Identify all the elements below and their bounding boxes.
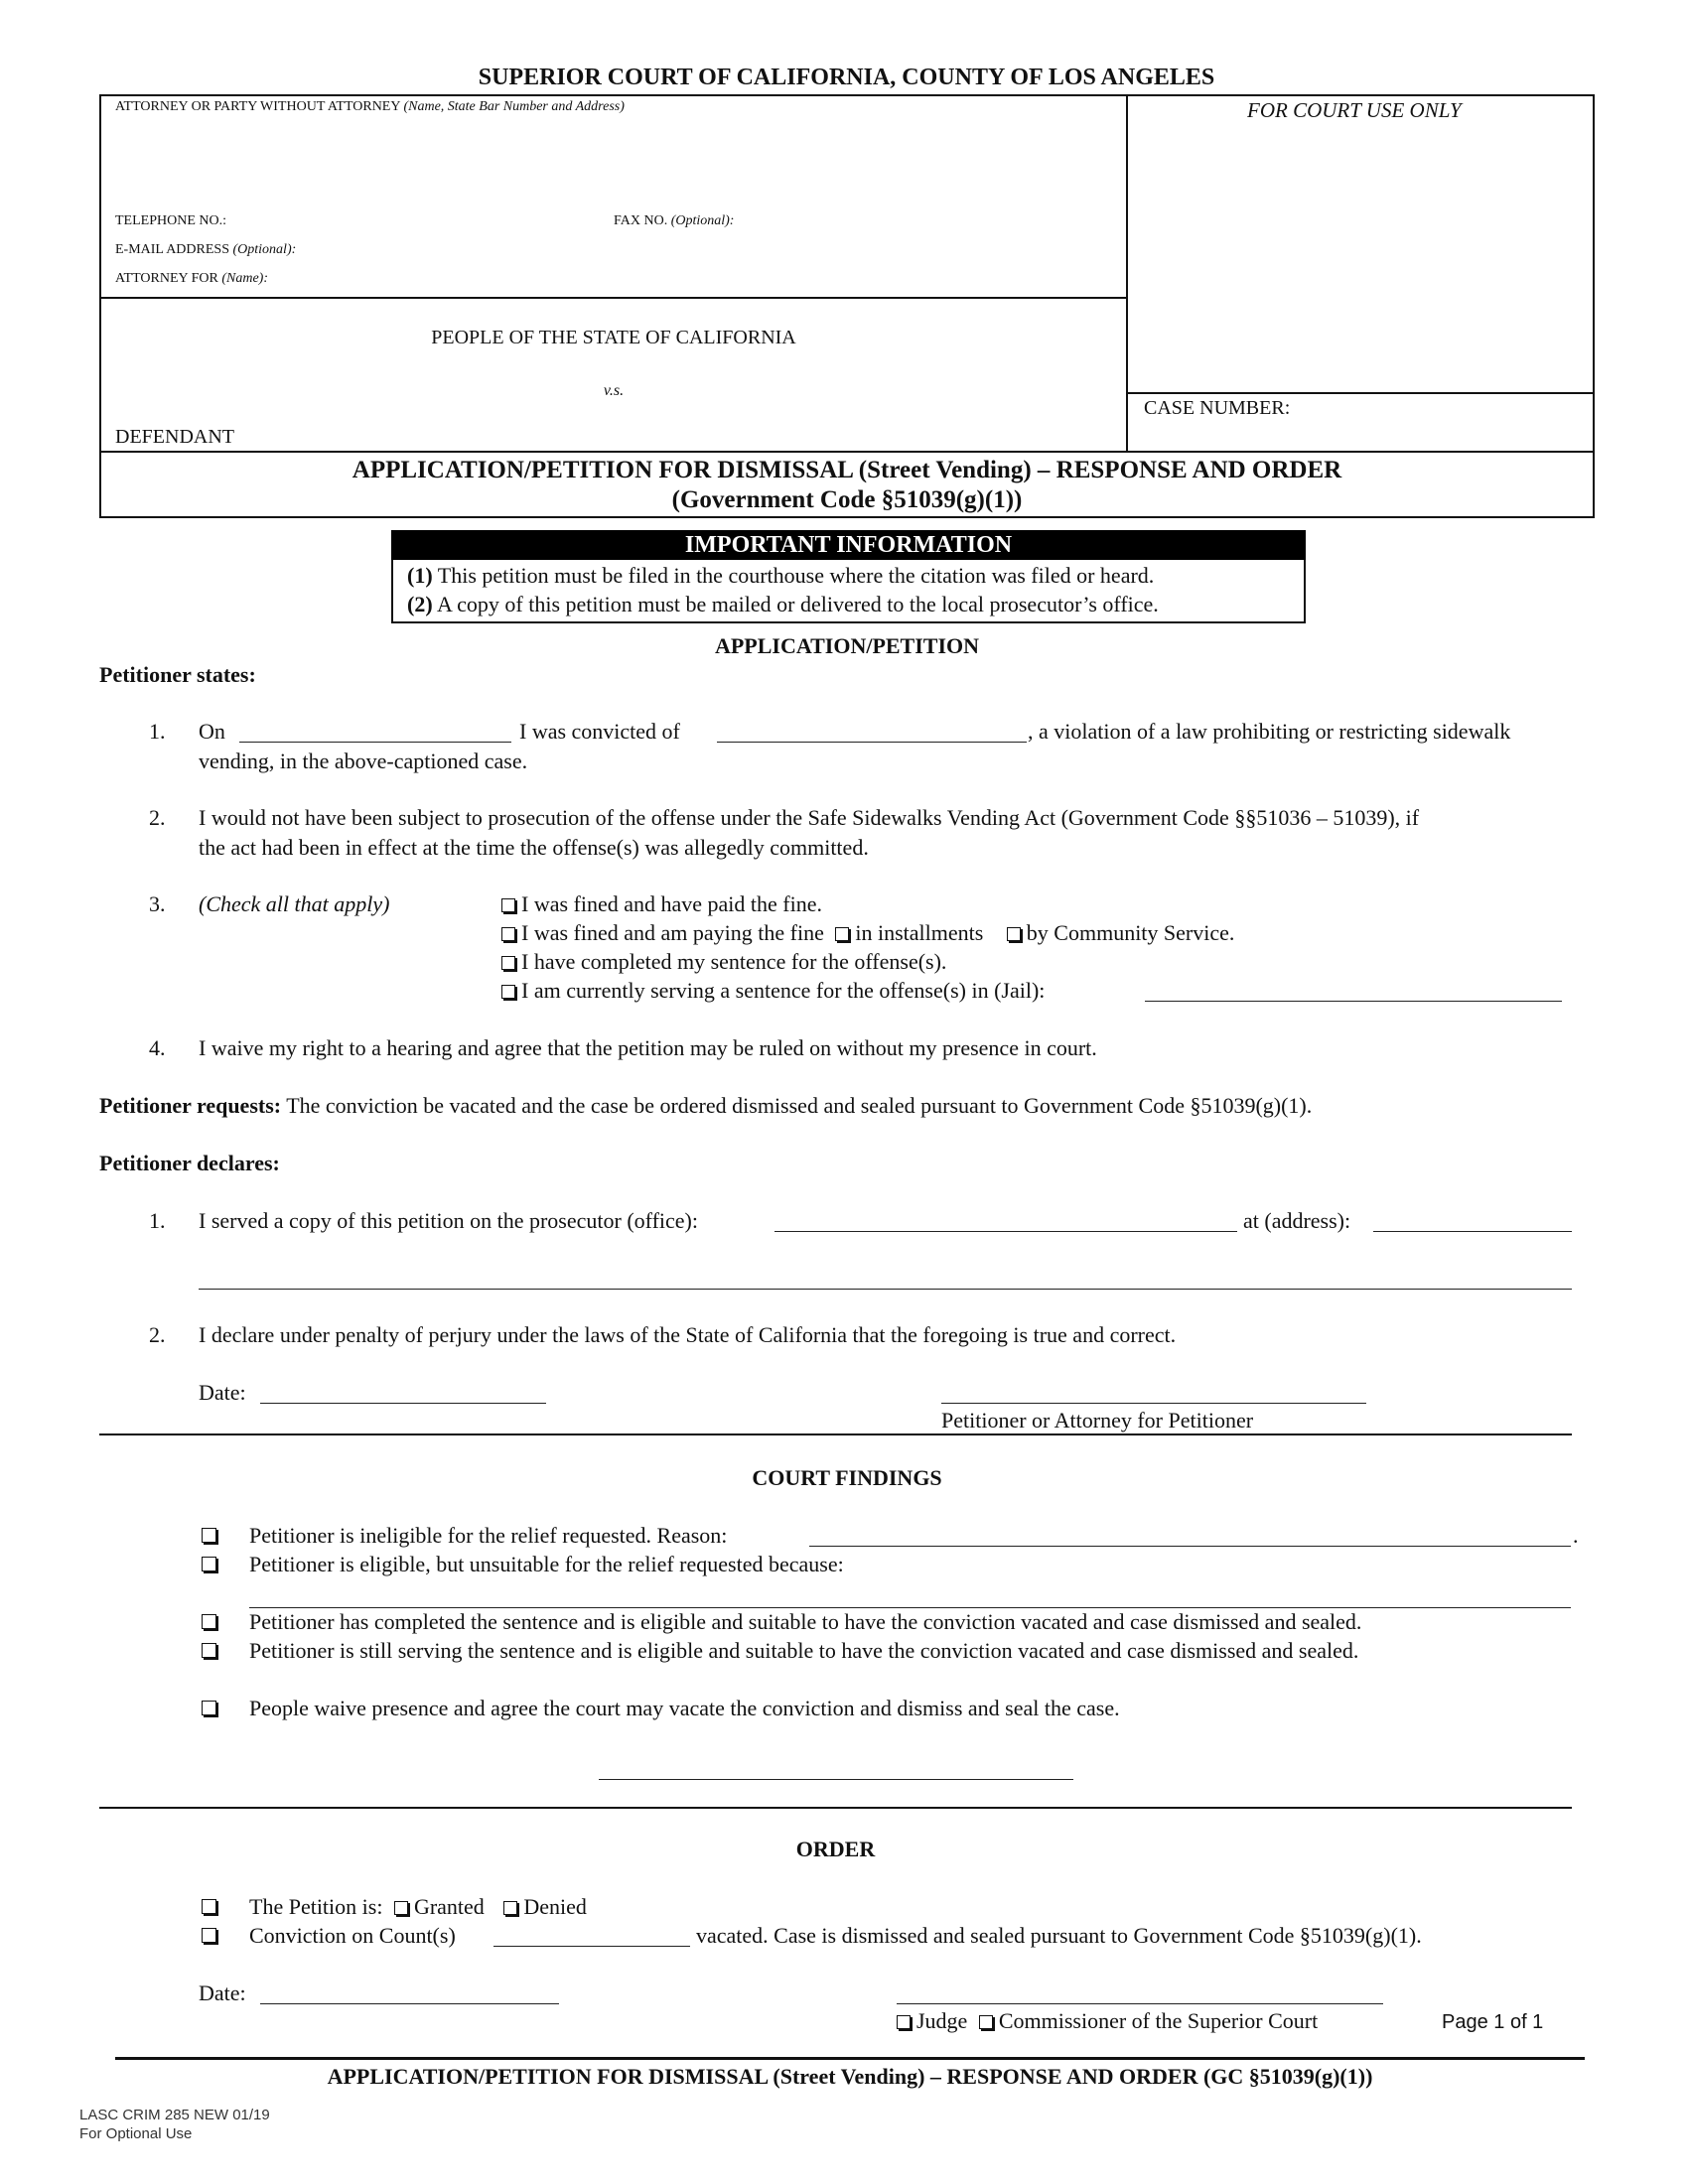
item-3-number: 3. [149,891,166,916]
important-item-2-num: (2) [407,592,433,616]
finding-ineligible-period: . [1573,1523,1579,1548]
ineligible-reason-field[interactable] [809,1546,1571,1547]
order-petition-is [249,1893,587,1921]
option-serving-sentence[interactable] [501,977,1045,1005]
form-code: LASC CRIM 285 NEW 01/19 [79,2107,270,2123]
order-date-field[interactable] [260,2003,559,2004]
attorney-for-text: ATTORNEY FOR [115,271,218,286]
case-number-label: CASE NUMBER: [1144,397,1291,419]
conviction-date-field[interactable] [239,742,511,743]
optional-use: For Optional Use [79,2125,193,2142]
petitioner-signature-label: Petitioner or Attorney for Petitioner [941,1408,1254,1433]
important-item-2-text: A copy of this petition must be mailed or delivered to the local prosecutor’s office. [436,592,1159,616]
petitioner-requests [99,1092,1312,1120]
fax-hint: (Optional): [670,213,735,228]
email-hint: (Optional): [232,242,297,257]
option-paid-fine[interactable] [501,890,822,918]
finding-ineligible: Petitioner is ineligible for the relief requested. Reason: [249,1523,728,1548]
item-1-violation: , a violation of a law prohibiting or restricting sidewalk [1028,719,1511,744]
declare-2-text: I declare under penalty of perjury under the laws of the State of California that the foregoing is true and correct. [199,1322,1177,1347]
order-conviction-label: Conviction on Count(s) [249,1923,456,1948]
order-petition-is-label: The Petition is: [249,1894,383,1919]
checkbox-people-waive[interactable] [202,1701,216,1715]
checkbox-community-service[interactable] [1007,927,1021,941]
checkbox-denied[interactable] [503,1901,517,1915]
checkbox-judge[interactable] [897,2015,911,2029]
checkbox-granted[interactable] [394,1901,408,1915]
fax-field[interactable] [765,210,1112,230]
form-title-line1: APPLICATION/PETITION FOR DISMISSAL (Street Vending) – RESPONSE AND ORDER [352,457,1342,483]
checkbox-completed-eligible[interactable] [202,1614,216,1629]
title-row-top [99,451,1595,453]
fax-label [614,212,734,230]
attorney-hint: (Name, State Bar Number and Address) [403,99,625,114]
telephone-field[interactable] [248,210,596,230]
fax-label-text: FAX NO. [614,213,668,228]
item-2-line1: I would not have been subject to prosecution of the offense under the Safe Sidewalks Vending Act (Government Code §§51036 – 51039), if [199,805,1420,830]
finding-unsuitable: Petitioner is eligible, but unsuitable for the relief requested because: [249,1552,844,1576]
item-1-line2: vending, in the above-captioned case. [199,749,528,773]
option-completed-sentence[interactable] [501,948,946,976]
important-item-1-text: This petition must be filed in the courthouse where the citation was filed or heard. [437,563,1155,588]
item-2-line2: the act had been in effect at the time the offense(s) was allegedly committed. [199,835,869,860]
checkbox-installments[interactable] [835,927,849,941]
footer-rule [115,2057,1585,2060]
checkbox-paid-fine[interactable] [501,898,515,912]
declare-1-number: 1. [149,1208,166,1233]
petitioner-states-label: Petitioner states: [99,662,256,687]
checkbox-petition-ruling[interactable] [202,1899,216,1914]
attorney-for-label [115,270,268,288]
telephone-label: TELEPHONE NO.: [115,213,226,228]
attorney-label-text: ATTORNEY OR PARTY WITHOUT ATTORNEY [115,99,400,114]
checkbox-completed-sentence[interactable] [501,956,515,970]
checkbox-unsuitable[interactable] [202,1557,216,1571]
option-serving-sentence-label: I am currently serving a sentence for the offense(s) in (Jail): [521,978,1046,1003]
checkbox-paying-fine[interactable] [501,927,515,941]
option-community-service-label: by Community Service. [1026,920,1235,945]
email-field[interactable] [338,239,1112,259]
judge-label: Judge [916,2008,968,2033]
attorney-for-hint: (Name): [221,271,269,286]
court-use-only: FOR COURT USE ONLY [1247,98,1462,122]
important-info-heading: IMPORTANT INFORMATION [391,530,1306,560]
prosecutor-address-field-line2[interactable] [199,1289,1572,1290]
option-installments-label: in installments [855,920,984,945]
email-label-text: E-MAIL ADDRESS [115,242,229,257]
important-item-2 [407,591,1159,618]
option-paying-fine-label: I was fined and am paying the fine [521,920,824,945]
option-completed-sentence-label: I have completed my sentence for the offense(s). [521,949,947,974]
page-number: Page 1 of 1 [1442,2011,1544,2033]
checkbox-serving-sentence[interactable] [501,985,515,999]
petitioner-requests-label: Petitioner requests: [99,1093,282,1118]
attorney-label [115,98,625,116]
people-label: PEOPLE OF THE STATE OF CALIFORNIA [431,327,796,348]
order-conviction-text: vacated. Case is dismissed and sealed pursuant to Government Code §51039(g)(1). [696,1923,1422,1948]
item-4-number: 4. [149,1035,166,1060]
prosecutor-office-field[interactable] [774,1231,1237,1232]
prosecutor-address-field[interactable] [1373,1231,1572,1232]
petitioner-signature-field[interactable] [941,1403,1366,1404]
item-2-number: 2. [149,805,166,830]
section-divider-1 [99,1433,1572,1435]
checkbox-commissioner[interactable] [979,2015,993,2029]
granted-label: Granted [413,1894,485,1919]
order-date-label: Date: [199,1980,246,2005]
checkbox-serving-eligible[interactable] [202,1643,216,1658]
form-title-line2: (Government Code §51039(g)(1)) [671,486,1023,513]
item-1-number: 1. [149,719,166,744]
petition-date-label: Date: [199,1380,246,1405]
application-heading: APPLICATION/PETITION [714,633,980,658]
declare-1-address-label: at (address): [1243,1208,1351,1233]
petition-date-field[interactable] [260,1403,546,1404]
judge-commissioner-options [897,2007,1318,2035]
finding-people-waive: People waive presence and agree the court may vacate the conviction and dismiss and seal the case. [249,1696,1120,1720]
denied-label: Denied [523,1894,587,1919]
declare-2-number: 2. [149,1322,166,1347]
checkbox-ineligible[interactable] [202,1528,216,1543]
vs-label: v.s. [603,382,625,399]
option-paid-fine-label: I was fined and have paid the fine. [521,891,822,916]
attorney-box-bottom [99,297,1128,299]
petitioner-declares-label: Petitioner declares: [99,1151,280,1175]
offense-field[interactable] [717,742,1027,743]
item-1-on: On [199,719,225,744]
jail-field[interactable] [1145,1001,1562,1002]
attorney-name-field[interactable] [111,121,1114,210]
petitioner-requests-text: The conviction be vacated and the case be ordered dismissed and sealed pursuant to Government Code §51039(g)(1). [286,1093,1313,1118]
email-label [115,241,296,259]
declare-1-text: I served a copy of this petition on the prosecutor (office): [199,1208,698,1233]
finding-completed-eligible: Petitioner has completed the sentence and is eligible and suitable to have the conviction vacated and case dismissed and sealed. [249,1609,1362,1634]
footer-title: APPLICATION/PETITION FOR DISMISSAL (Street Vending) – RESPONSE AND ORDER (GC §51039(g)(1)) [327,2064,1373,2089]
attorney-for-field[interactable] [310,268,1112,288]
item-4-text: I waive my right to a hearing and agree that the petition may be ruled on without my presence in court. [199,1035,1097,1060]
item-1-convicted: I was convicted of [519,719,680,744]
important-item-1 [407,562,1154,590]
judge-signature-field[interactable] [897,2003,1383,2004]
court-title: SUPERIOR COURT OF CALIFORNIA, COUNTY OF LOS ANGELES [478,65,1215,90]
court-use-area [1132,125,1589,385]
checkbox-conviction-vacated[interactable] [202,1928,216,1943]
important-item-1-num: (1) [407,563,433,588]
commissioner-label: Commissioner of the Superior Court [998,2008,1319,2033]
counts-field[interactable] [493,1946,690,1947]
item-3-label: (Check all that apply) [199,891,390,916]
court-findings-heading: COURT FINDINGS [752,1465,942,1490]
order-heading: ORDER [795,1837,876,1861]
case-number-field[interactable] [1144,421,1581,445]
defendant-label: DEFENDANT [115,426,234,448]
option-paying-fine[interactable] [501,919,1234,947]
section-divider-2 [99,1807,1572,1809]
finding-serving-eligible: Petitioner is still serving the sentence and is eligible and suitable to have the conviction vacated and case dismissed and sealed. [249,1638,1359,1663]
findings-signature-field[interactable] [599,1779,1073,1780]
